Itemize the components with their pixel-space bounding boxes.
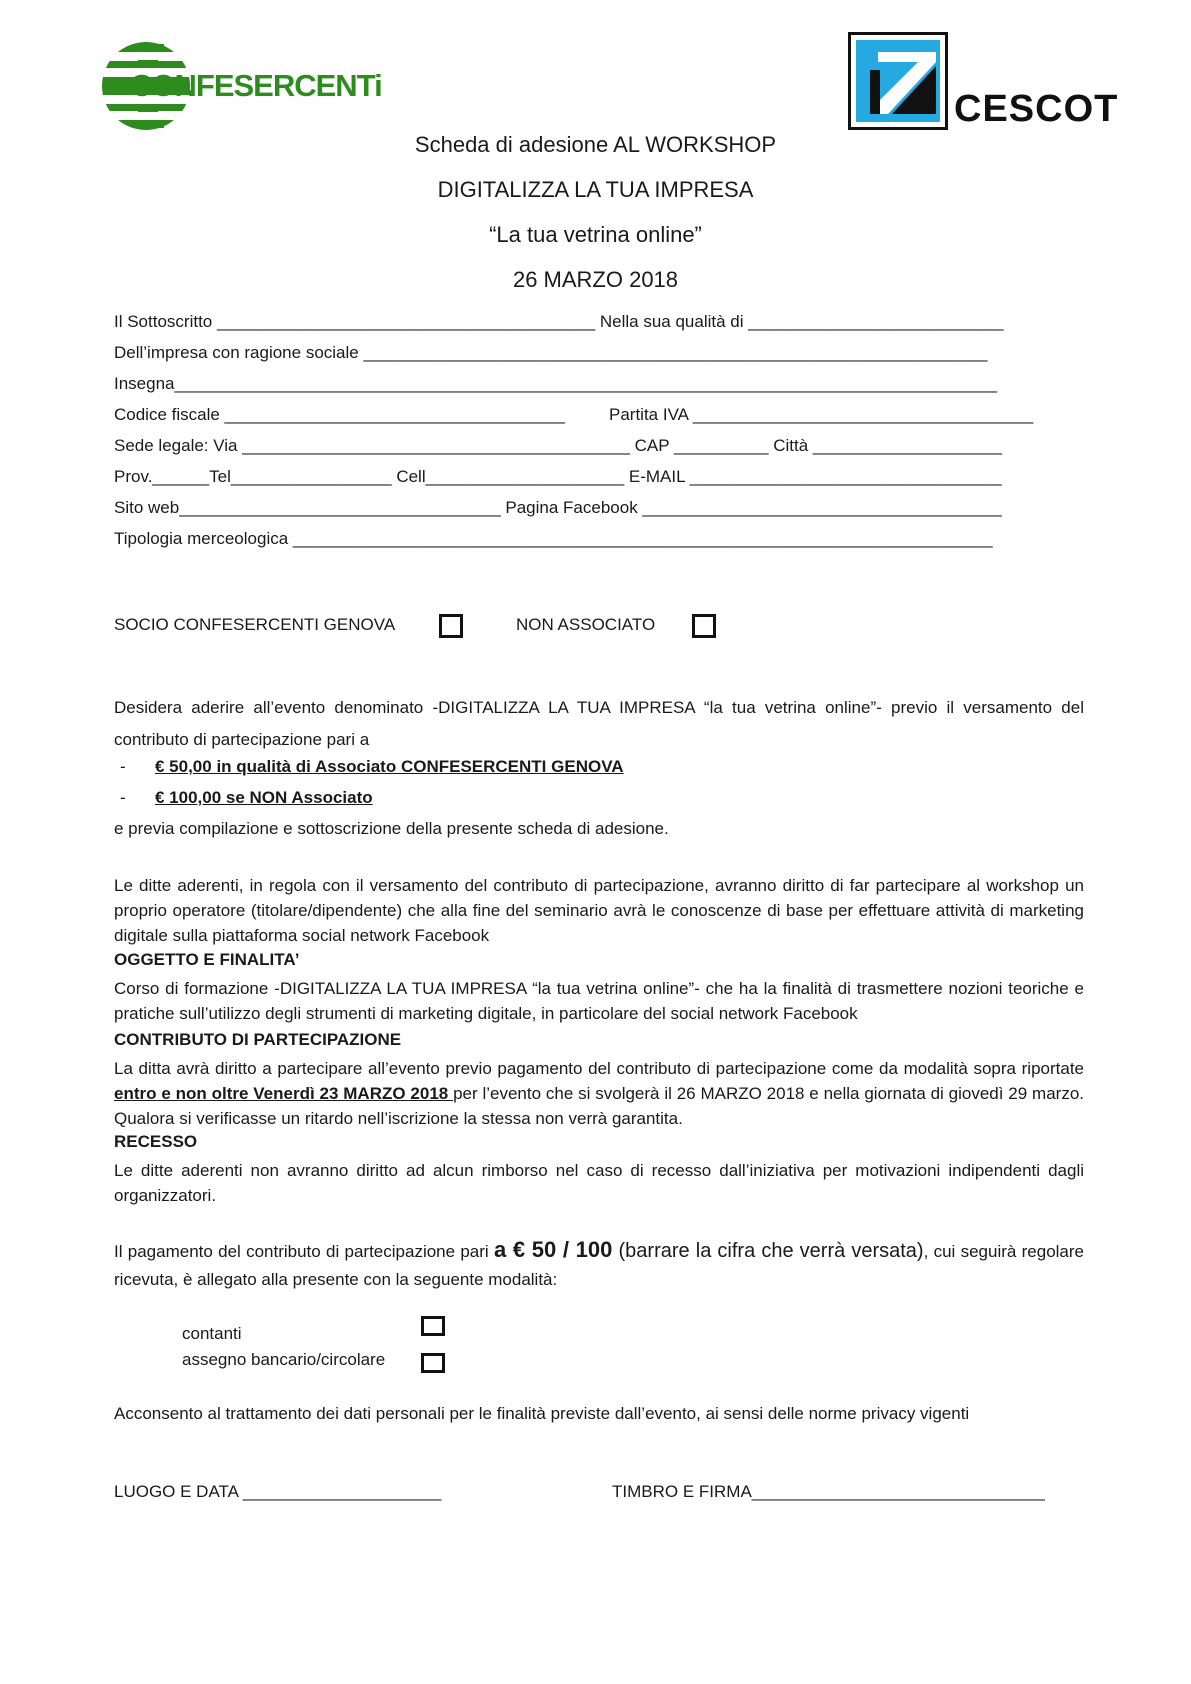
non-associato-label: NON ASSOCIATO bbox=[516, 615, 656, 634]
cescot-logo bbox=[848, 32, 1119, 132]
field-tipologia[interactable]: Tipologia merceologica __________________________________________________________________________ bbox=[114, 529, 993, 548]
contanti-checkbox[interactable] bbox=[421, 1316, 445, 1336]
oggetto-text: Corso di formazione -DIGITALIZZA LA TUA IMPRESA “la tua vetrina online”- che ha la finalità di trasmettere nozioni teoriche e pratiche sull’utilizzo degli strumenti di marketing digitale, in particolare del social network Facebook bbox=[114, 979, 1084, 1023]
contributo-deadline: entro e non oltre Venerdì 23 MARZO 2018 bbox=[114, 1084, 454, 1103]
contributo-text-c: per l’evento che si svolgerà il 26 MARZO 2018 e nella giornata di giovedì 29 marzo. Qualora si verificasse un ritardo nell’iscrizione la stessa non verrà garantita. bbox=[114, 1084, 1085, 1128]
ditte-paragraph: Le ditte aderenti, in regola con il versamento del contributo di partecipazione, avranno diritto di far partecipare al workshop un proprio operatore (titolare/dipendente) che alla fine del seminario avrà le conoscenze di base per effettuare attività di marketing digitale sulla piattaforma social network Facebook bbox=[114, 876, 1084, 945]
title-line-2: DIGITALIZZA LA TUA IMPRESA bbox=[437, 177, 754, 202]
field-sito-facebook[interactable]: Sito web__________________________________ Pagina Facebook ______________________________________ bbox=[114, 498, 1002, 517]
confesercenti-logo-text: CONFESERCENTi bbox=[130, 68, 382, 103]
confesercenti-logo bbox=[98, 38, 382, 134]
bullet-dash-1: - bbox=[120, 757, 126, 776]
recesso-heading: RECESSO bbox=[114, 1132, 198, 1151]
title-line-4: 26 MARZO 2018 bbox=[512, 267, 679, 292]
field-ragione-sociale[interactable]: Dell’impresa con ragione sociale __________________________________________________________________ bbox=[114, 343, 988, 362]
contributo-text-a: La ditta avrà diritto a partecipare all’evento previo pagamento del contributo di partecipazione come da modalità sopra riportate bbox=[114, 1059, 1084, 1078]
pagamento-text-b: (barrare la cifra che verrà versata) bbox=[612, 1240, 924, 1262]
title-line-3: “La tua vetrina online” bbox=[489, 222, 702, 247]
pagamento-amount: a € 50 / 100 bbox=[493, 1237, 613, 1262]
contributo-heading: CONTRIBUTO DI PARTECIPAZIONE bbox=[114, 1030, 402, 1049]
previa-compilazione: e previa compilazione e sottoscrizione della presente scheda di adesione. bbox=[114, 819, 669, 838]
contributo-text bbox=[114, 1056, 1084, 1131]
timbro-firma-field[interactable]: TIMBRO E FIRMA_______________________________ bbox=[612, 1482, 1045, 1501]
contanti-label: contanti bbox=[182, 1324, 242, 1343]
acconsento-text: Acconsento al trattamento dei dati personali per le finalità previste dall’evento, ai sensi delle norme privacy vigenti bbox=[114, 1404, 970, 1423]
bullet-associato: € 50,00 in qualità di Associato CONFESERCENTI GENOVA bbox=[155, 757, 624, 776]
field-sede-legale[interactable]: Sede legale: Via _________________________________________ CAP __________ Città ____________________ bbox=[114, 436, 1003, 455]
oggetto-heading: OGGETTO E FINALITA’ bbox=[114, 950, 300, 969]
field-prov-tel-cell-email[interactable]: Prov.______Tel_________________ Cell_____________________ E-MAIL _________________________________ bbox=[114, 467, 1002, 486]
field-partita-iva[interactable]: Partita IVA ____________________________________ bbox=[609, 405, 1034, 424]
assegno-checkbox[interactable] bbox=[421, 1353, 445, 1373]
field-sottoscritto[interactable]: Il Sottoscritto ________________________________________ Nella sua qualità di ___________________________ bbox=[114, 312, 1004, 331]
recesso-text: Le ditte aderenti non avranno diritto ad alcun rimborso nel caso di recesso dall’iniziativa per motivazioni indipendenti dagli organizzatori. bbox=[114, 1161, 1084, 1205]
pagamento-text-c: , cui seguirà regolare ricevuta, è allegato alla presente con la seguente modalità: bbox=[114, 1242, 1084, 1289]
socio-checkbox[interactable] bbox=[439, 614, 463, 638]
field-insegna[interactable]: Insegna_______________________________________________________________________________________ bbox=[114, 374, 998, 393]
non-associato-checkbox[interactable] bbox=[692, 614, 716, 638]
bullet-non-associato: € 100,00 se NON Associato bbox=[155, 788, 373, 807]
desidera-paragraph: Desidera aderire all’evento denominato -DIGITALIZZA LA TUA IMPRESA “la tua vetrina online”- previo il versamento del contributo di partecipazione pari a bbox=[114, 698, 1084, 749]
socio-label: SOCIO CONFESERCENTI GENOVA bbox=[114, 615, 396, 634]
cescot-logo-text: CESCOT bbox=[954, 88, 1119, 130]
cescot-emblem-icon bbox=[848, 32, 954, 132]
field-codice-fiscale[interactable]: Codice fiscale ____________________________________ bbox=[114, 405, 565, 424]
bullet-dash-2: - bbox=[120, 788, 126, 807]
assegno-label: assegno bancario/circolare bbox=[182, 1350, 386, 1369]
pagamento-text bbox=[114, 1236, 1084, 1294]
pagamento-text-a: Il pagamento del contributo di partecipazione pari bbox=[114, 1242, 494, 1261]
luogo-data-field[interactable]: LUOGO E DATA _____________________ bbox=[114, 1482, 442, 1501]
title-line-1: Scheda di adesione AL WORKSHOP bbox=[414, 132, 777, 157]
